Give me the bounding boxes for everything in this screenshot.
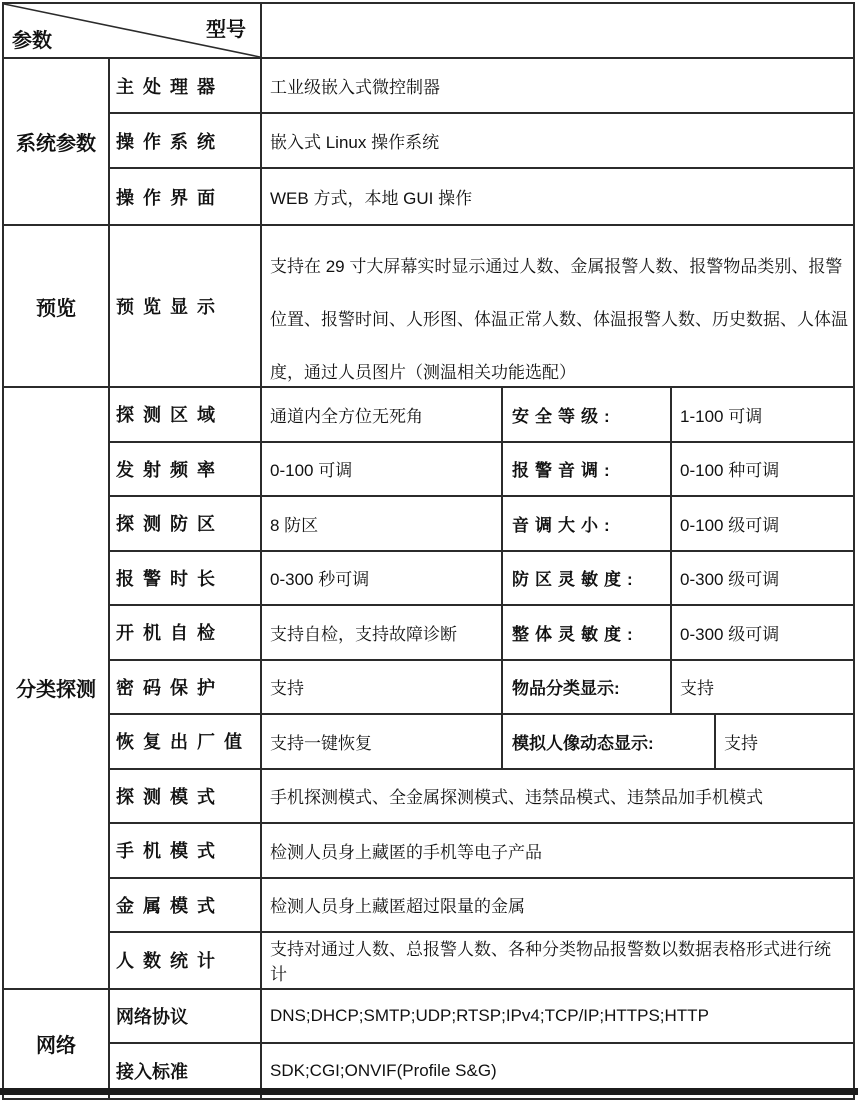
param-header-label: 参数 xyxy=(12,30,52,52)
table-row xyxy=(110,114,853,169)
row-label: 预览显示 xyxy=(110,226,262,386)
section-system-params xyxy=(4,59,853,226)
row-value: 支持自检，支持故障诊断 xyxy=(262,606,503,659)
section-group-label: 预览 xyxy=(4,226,110,386)
row-label: 手机模式 xyxy=(110,824,262,877)
row-label: 主处理器 xyxy=(110,59,262,112)
row-sub-value: 支持 xyxy=(680,679,714,699)
row-sub-label: 防区灵敏度: xyxy=(503,552,672,605)
table-row xyxy=(110,879,853,934)
row-label: 报警时长 xyxy=(110,552,262,605)
row-value: DNS;DHCP;SMTP;UDP;RTSP;IPv4;TCP/IP;HTTPS;HTTP xyxy=(270,1005,709,1025)
table-row xyxy=(110,715,853,770)
section-preview xyxy=(4,226,853,388)
row-label: 操作系统 xyxy=(110,114,262,167)
section-rows xyxy=(110,226,853,386)
table-row xyxy=(110,169,853,224)
row-label: 开机自检 xyxy=(110,606,262,659)
row-value: 支持一键恢复 xyxy=(262,715,503,768)
row-label: 操作界面 xyxy=(110,169,262,224)
table-row xyxy=(110,770,853,825)
row-sub-label: 整体灵敏度: xyxy=(503,606,672,659)
table-row xyxy=(110,552,853,607)
bottom-border-bar xyxy=(0,1088,858,1095)
row-label: 恢复出厂值 xyxy=(110,715,262,768)
row-sub-value: 0-100 级可调 xyxy=(680,515,780,535)
row-sub-value: 0-300 级可调 xyxy=(680,624,780,644)
row-sub-value: 1-100 可调 xyxy=(680,406,763,426)
row-sub-label: 安全等级: xyxy=(503,388,672,441)
row-value: 支持在 29 寸大屏幕实时显示通过人数、金属报警人数、报警物品类别、报警位置、报警时间、人形图、体温正常人数、体温报警人数、历史数据、人体温度，通过人员图片（测温相关功能选配） xyxy=(270,257,848,382)
table-row xyxy=(110,824,853,879)
row-value: 手机探测模式、全金属探测模式、违禁品模式、违禁品加手机模式 xyxy=(270,788,763,808)
table-row xyxy=(110,388,853,443)
row-value: SDK;CGI;ONVIF(Profile S&G) xyxy=(270,1060,497,1080)
table-row xyxy=(110,497,853,552)
row-sub-label: 模拟人像动态显示: xyxy=(503,715,716,768)
row-sub-value: 0-100 种可调 xyxy=(680,461,780,481)
model-header-label: 型号 xyxy=(206,19,246,41)
row-sub-label: 报警音调: xyxy=(503,443,672,496)
spec-table xyxy=(2,2,855,1100)
section-group-label: 网络 xyxy=(4,990,110,1098)
row-value: 支持对通过人数、总报警人数、各种分类物品报警数以数据表格形式进行统计 xyxy=(270,940,831,985)
section-group-label: 分类探测 xyxy=(4,388,110,988)
row-label: 金属模式 xyxy=(110,879,262,932)
table-row xyxy=(110,226,853,386)
row-sub-value: 0-300 级可调 xyxy=(680,570,780,590)
row-label: 探测模式 xyxy=(110,770,262,823)
row-value: 工业级嵌入式微控制器 xyxy=(270,78,440,97)
model-value-cell xyxy=(262,4,853,57)
row-value: 嵌入式 Linux 操作系统 xyxy=(270,133,440,152)
table-row xyxy=(110,59,853,114)
row-sub-label: 物品分类显示: xyxy=(503,661,672,714)
row-label: 网络协议 xyxy=(110,990,262,1042)
section-classified-detection xyxy=(4,388,853,990)
section-rows xyxy=(110,990,853,1098)
row-sub-value: 支持 xyxy=(724,733,758,753)
table-row xyxy=(110,990,853,1044)
row-value: 检测人员身上藏匿超过限量的金属 xyxy=(270,897,525,917)
row-value: WEB 方式，本地 GUI 操作 xyxy=(270,189,473,208)
table-row xyxy=(110,606,853,661)
row-value: 支持 xyxy=(262,661,503,714)
table-row xyxy=(110,661,853,716)
row-value: 8 防区 xyxy=(262,497,503,550)
row-sub-label: 音调大小: xyxy=(503,497,672,550)
section-group-label: 系统参数 xyxy=(4,59,110,224)
section-rows xyxy=(110,388,853,988)
row-label: 发射频率 xyxy=(110,443,262,496)
row-label: 探测防区 xyxy=(110,497,262,550)
row-label: 密码保护 xyxy=(110,661,262,714)
row-value: 0-100 可调 xyxy=(262,443,503,496)
table-header-row xyxy=(4,4,853,59)
row-label: 接入标准 xyxy=(110,1044,262,1098)
section-network xyxy=(4,990,853,1098)
section-rows xyxy=(110,59,853,224)
row-value: 检测人员身上藏匿的手机等电子产品 xyxy=(270,842,542,862)
row-label: 人数统计 xyxy=(110,933,262,988)
table-row xyxy=(110,933,853,988)
row-label: 探测区域 xyxy=(110,388,262,441)
header-corner-cell xyxy=(4,4,262,57)
row-value: 通道内全方位无死角 xyxy=(262,388,503,441)
table-row xyxy=(110,443,853,498)
row-value: 0-300 秒可调 xyxy=(262,552,503,605)
